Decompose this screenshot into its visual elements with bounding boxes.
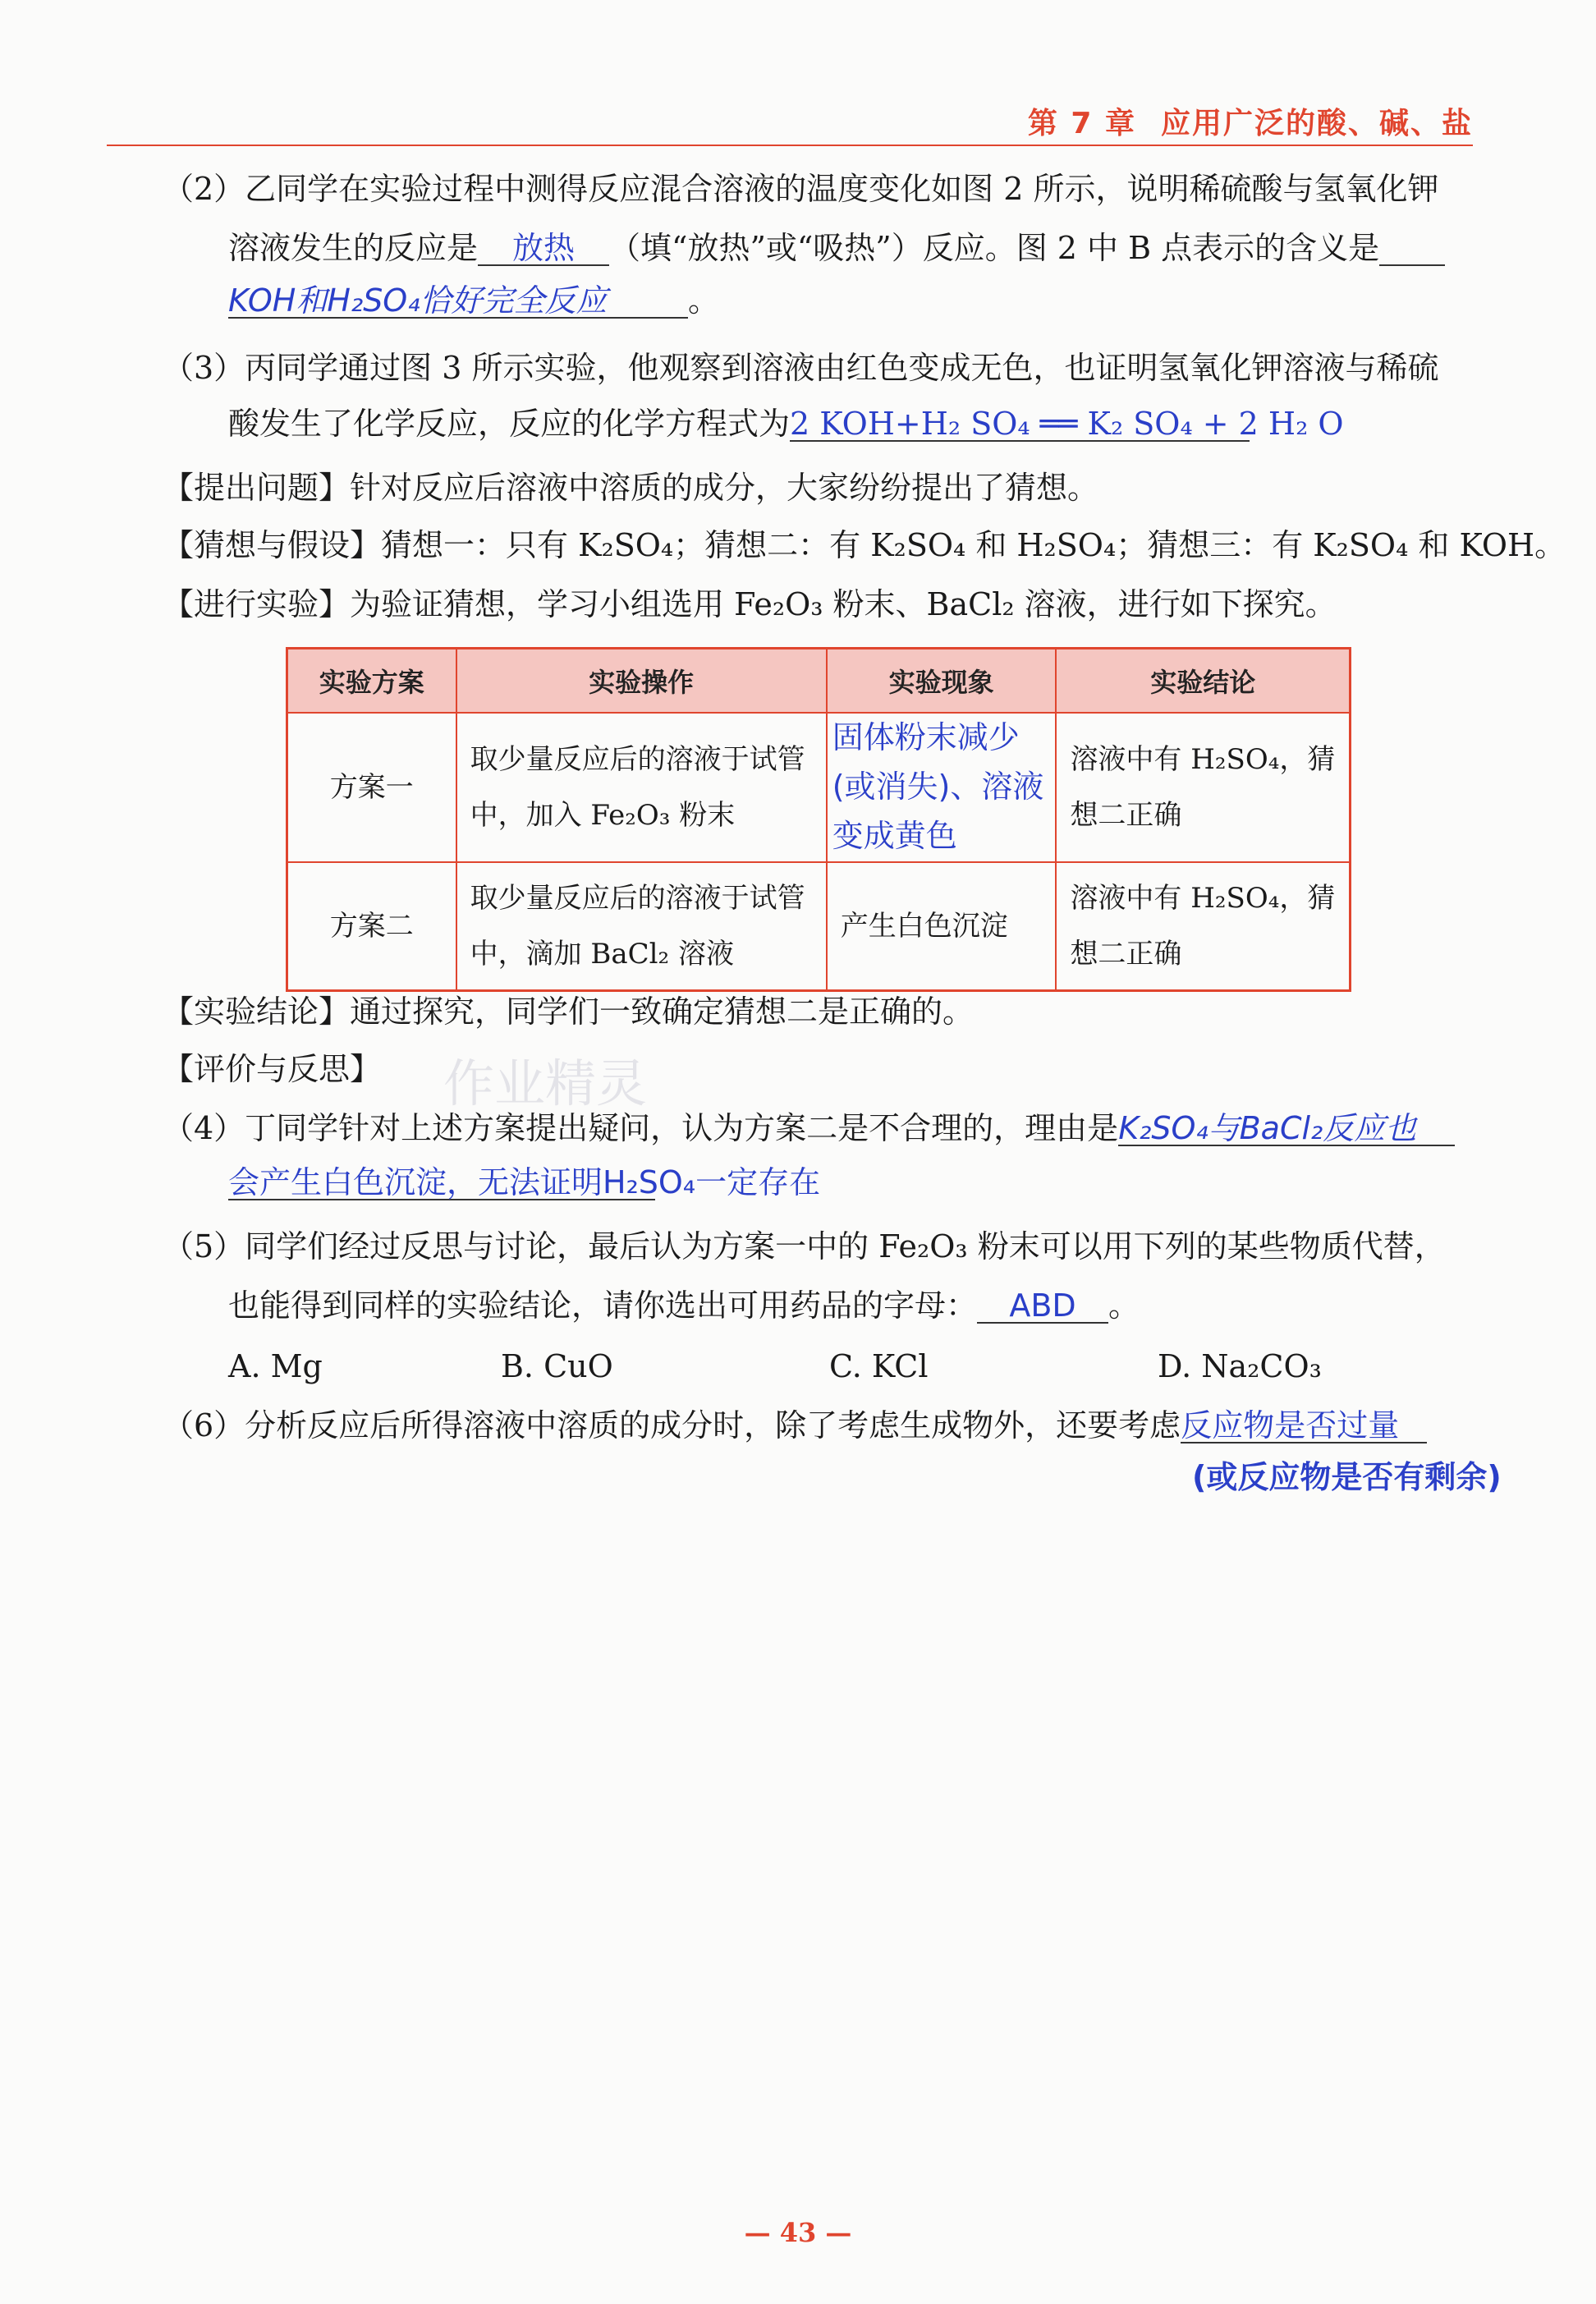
page-number: — 43 — bbox=[744, 2217, 852, 2248]
table-phen-answer: 固体粉末减少(或消失)、溶液变成黄色 bbox=[832, 719, 1044, 854]
table-row bbox=[287, 713, 1351, 862]
q5-answer: ABD bbox=[1009, 1287, 1076, 1324]
q2-blank-2[interactable] bbox=[228, 284, 688, 319]
table-row bbox=[287, 862, 1351, 991]
option-b[interactable]: B. CuO bbox=[501, 1348, 613, 1384]
q5-line2 bbox=[228, 1289, 1140, 1324]
table-cell-concl: 溶液中有 H₂SO₄，猜想二正确 bbox=[1056, 862, 1350, 991]
chapter-header bbox=[1028, 100, 1473, 142]
question-raise: 【提出问题】针对反应后溶液中溶质的成分，大家纷纷提出了猜想。 bbox=[163, 470, 1099, 506]
q4-blank-a[interactable] bbox=[1118, 1112, 1455, 1146]
q3-line2 bbox=[228, 406, 1344, 442]
chapter-number: 第 7 章 bbox=[1027, 107, 1136, 140]
q6-answer-a: 反应物是否过量 bbox=[1181, 1407, 1400, 1443]
q2-answer-1: 放热 bbox=[512, 230, 576, 266]
chapter-title: 应用广泛的酸、碱、盐 bbox=[1160, 107, 1473, 140]
reflection: 【评价与反思】 bbox=[163, 1051, 382, 1087]
q3-equation: 2 KOH+H₂ SO₄ ══ K₂ SO₄ + 2 H₂ O bbox=[790, 406, 1344, 442]
q3-line2-pre: 酸发生了化学反应，反应的化学方程式为 bbox=[228, 406, 791, 442]
q4-answer-b: 会产生白色沉淀，无法证明H₂SO₄一定存在 bbox=[228, 1164, 821, 1200]
watermark: 作业精灵 bbox=[443, 1053, 648, 1113]
table-header: 实验操作 bbox=[456, 649, 827, 714]
conclusion: 【实验结论】通过探究，同学们一致确定猜想二是正确的。 bbox=[163, 994, 975, 1030]
q2-line3 bbox=[228, 284, 719, 319]
experiment-table bbox=[286, 647, 1351, 992]
q2-answer-2: KOH和H₂SO₄恰好完全反应 bbox=[228, 282, 608, 319]
table-cell-plan: 方案二 bbox=[287, 862, 456, 991]
q4-line2 bbox=[228, 1164, 821, 1200]
q6-line1-pre: （6）分析反应后所得溶液中溶质的成分时，除了考虑生成物外，还要考虑 bbox=[163, 1407, 1181, 1443]
table-cell-phen: 产生白色沉淀 bbox=[827, 862, 1057, 991]
q4-blank-b[interactable] bbox=[228, 1164, 821, 1200]
header-rule bbox=[107, 145, 1473, 146]
q2-line2-pre: 溶液发生的反应是 bbox=[228, 230, 479, 266]
q6-line1 bbox=[163, 1409, 1427, 1443]
table-cell-plan: 方案一 bbox=[287, 713, 456, 862]
q2-line2 bbox=[228, 232, 1445, 266]
q5-line1: （5）同学们经过反思与讨论，最后认为方案一中的 Fe₂O₃ 粉末可以用下列的某些物质代替， bbox=[163, 1228, 1446, 1264]
q3-line1: （3）丙同学通过图 3 所示实验，他观察到溶液由红色变成无色，也证明氢氧化钾溶液与稀硫 bbox=[163, 350, 1439, 386]
q4-line1-pre: （4）丁同学针对上述方案提出疑问，认为方案二是不合理的，理由是 bbox=[163, 1110, 1119, 1146]
table-header: 实验结论 bbox=[1056, 649, 1350, 714]
experiment-intro: 【进行实验】为验证猜想，学习小组选用 Fe₂O₃ 粉末、BaCl₂ 溶液，进行如下探究。 bbox=[163, 586, 1337, 622]
q2-end: 。 bbox=[688, 282, 720, 319]
q2-blank-1[interactable] bbox=[478, 232, 609, 266]
hypothesis: 【猜想与假设】猜想一：只有 K₂SO₄；猜想二：有 K₂SO₄ 和 H₂SO₄；猜想三：有 K₂SO₄ 和 KOH。 bbox=[163, 527, 1566, 563]
table-cell-op: 取少量反应后的溶液于试管中，滴加 BaCl₂ 溶液 bbox=[456, 862, 827, 991]
option-d[interactable]: D. Na₂CO₃ bbox=[1158, 1348, 1322, 1384]
table-header: 实验方案 bbox=[287, 649, 456, 714]
q5-end: 。 bbox=[1108, 1287, 1140, 1324]
table-cell-phen[interactable] bbox=[827, 713, 1057, 862]
q2-line2-mid: （填“放热”或“吸热”）反应。图 2 中 B 点表示的含义是 bbox=[609, 230, 1380, 266]
q6-answer-b: (或反应物是否有剩余) bbox=[1192, 1459, 1502, 1495]
table-cell-op: 取少量反应后的溶液于试管中，加入 Fe₂O₃ 粉末 bbox=[456, 713, 827, 862]
table-cell-concl: 溶液中有 H₂SO₄，猜想二正确 bbox=[1056, 713, 1350, 862]
option-a[interactable]: A. Mg bbox=[228, 1348, 323, 1384]
q4-answer-a: K₂SO₄与BaCl₂反应也 bbox=[1118, 1110, 1417, 1146]
option-c[interactable]: C. KCl bbox=[829, 1348, 929, 1384]
q4-line1 bbox=[163, 1112, 1455, 1146]
table-header: 实验现象 bbox=[827, 649, 1057, 714]
q5-line2-pre: 也能得到同样的实验结论，请你选出可用药品的字母： bbox=[228, 1287, 978, 1324]
q3-blank[interactable] bbox=[790, 406, 1344, 442]
q6-blank[interactable] bbox=[1181, 1409, 1427, 1443]
q5-blank[interactable] bbox=[977, 1289, 1108, 1324]
q2-line1: （2）乙同学在实验过程中测得反应混合溶液的温度变化如图 2 所示，说明稀硫酸与氢氧化钾 bbox=[163, 171, 1439, 207]
table-header-row bbox=[287, 649, 1351, 714]
q2-blank-2-start bbox=[1379, 232, 1445, 266]
